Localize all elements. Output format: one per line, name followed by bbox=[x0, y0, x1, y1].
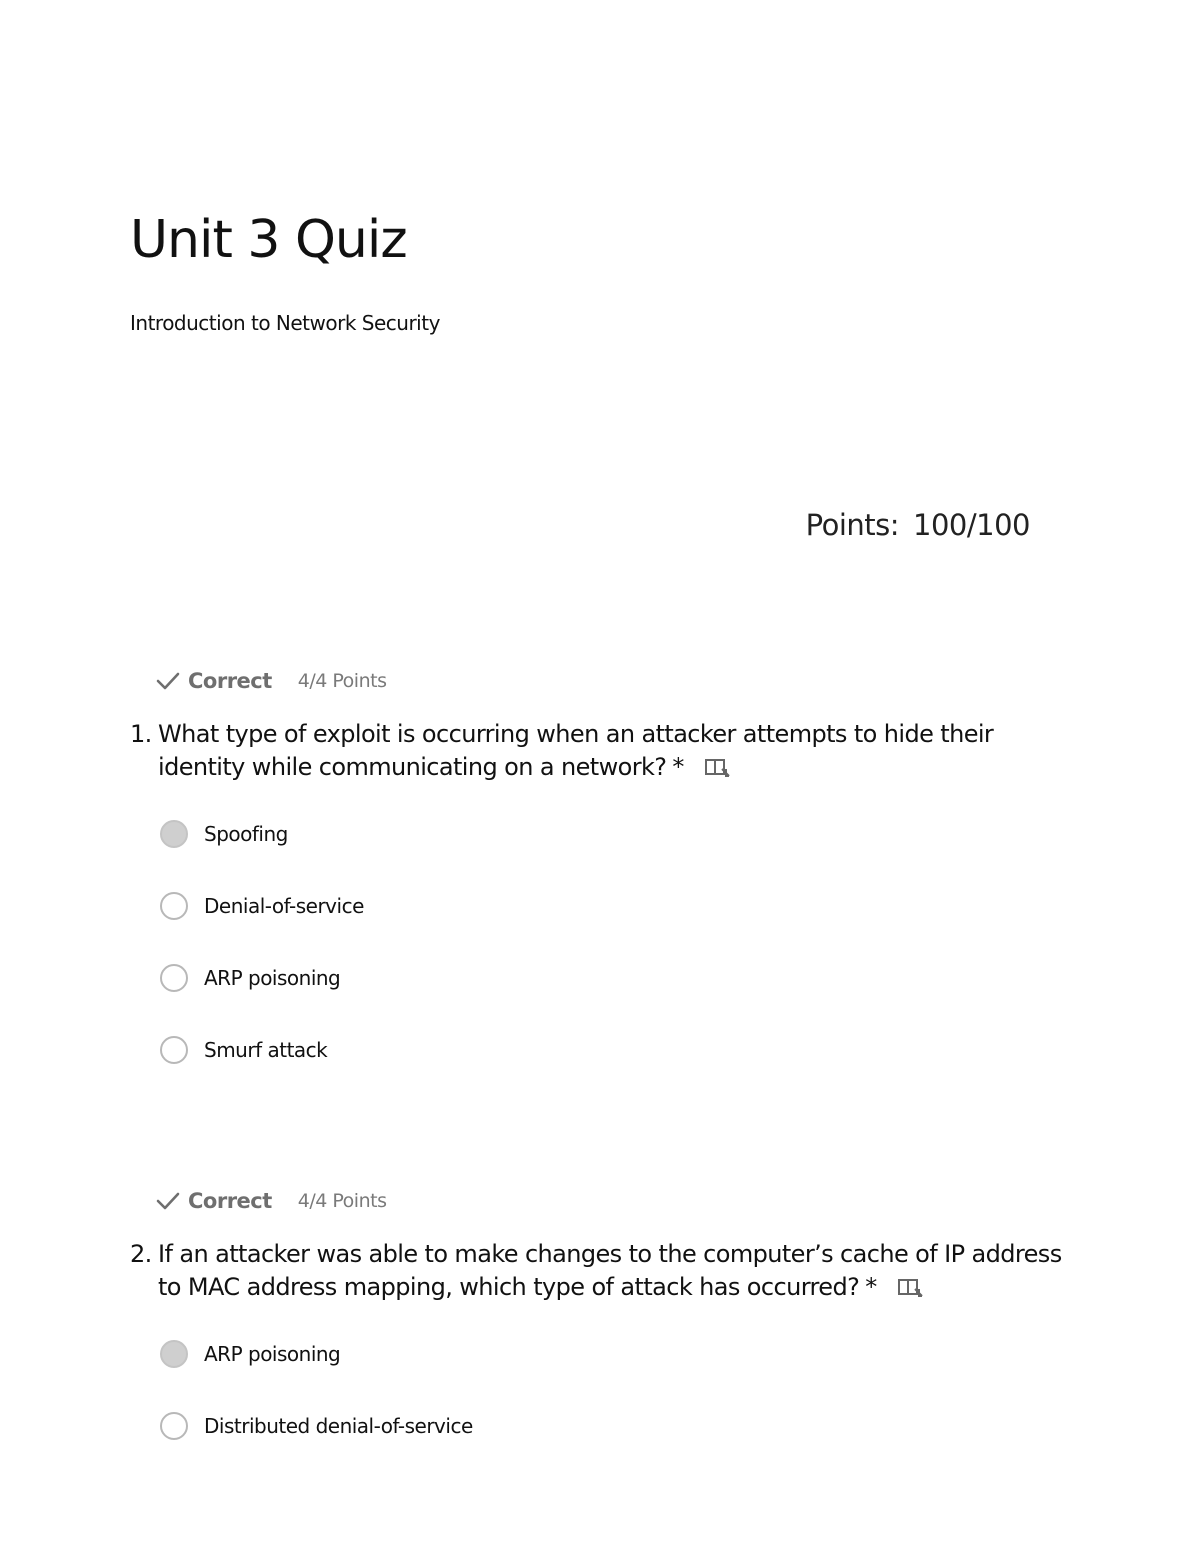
option-denial-of-service[interactable] bbox=[160, 886, 1100, 926]
question-body: If an attacker was able to make changes to the computer’s cache of IP address to MAC address mapping, which type of attack has occurred? bbox=[158, 1240, 1062, 1301]
option-label: Distributed denial-of-service bbox=[204, 1414, 473, 1438]
option-spoofing[interactable] bbox=[160, 814, 1100, 854]
option-arp-poisoning[interactable] bbox=[160, 1334, 1100, 1374]
points-label: Points: bbox=[805, 508, 900, 542]
result-label: Correct bbox=[188, 1189, 272, 1213]
immersive-reader-icon[interactable] bbox=[897, 1277, 925, 1299]
radio-button[interactable] bbox=[160, 1036, 188, 1064]
question-text bbox=[130, 1238, 1070, 1304]
quiz-title: Unit 3 Quiz bbox=[130, 210, 407, 270]
question-result bbox=[156, 664, 1096, 698]
question-1 bbox=[130, 664, 1070, 1102]
immersive-reader-icon[interactable] bbox=[704, 757, 732, 779]
required-mark: * bbox=[865, 1273, 877, 1301]
radio-button-selected[interactable] bbox=[160, 820, 188, 848]
option-label: Denial-of-service bbox=[204, 894, 364, 918]
radio-button[interactable] bbox=[160, 1412, 188, 1440]
points-value: 100/100 bbox=[913, 508, 1030, 542]
option-smurf-attack[interactable] bbox=[160, 1030, 1100, 1070]
question-body: What type of exploit is occurring when an attacker attempts to hide their identity while communicating on a network? bbox=[158, 720, 994, 781]
answer-options bbox=[160, 814, 1100, 1070]
question-number: 2. bbox=[130, 1240, 152, 1268]
option-label: ARP poisoning bbox=[204, 966, 341, 990]
option-label: Spoofing bbox=[204, 822, 288, 846]
question-text bbox=[130, 718, 1070, 784]
option-label: Smurf attack bbox=[204, 1038, 328, 1062]
checkmark-icon bbox=[156, 1191, 180, 1211]
option-arp-poisoning[interactable] bbox=[160, 958, 1100, 998]
result-points: 4/4 Points bbox=[297, 670, 387, 692]
result-points: 4/4 Points bbox=[297, 1190, 387, 1212]
question-number: 1. bbox=[130, 720, 152, 748]
option-distributed-denial-of-service[interactable] bbox=[160, 1406, 1100, 1446]
result-label: Correct bbox=[188, 669, 272, 693]
radio-button-selected[interactable] bbox=[160, 1340, 188, 1368]
points-total bbox=[806, 508, 1030, 542]
radio-button[interactable] bbox=[160, 964, 188, 992]
question-result bbox=[156, 1184, 1096, 1218]
quiz-subtitle: Introduction to Network Security bbox=[130, 311, 440, 335]
checkmark-icon bbox=[156, 671, 180, 691]
radio-button[interactable] bbox=[160, 892, 188, 920]
answer-options bbox=[160, 1334, 1100, 1446]
option-label: ARP poisoning bbox=[204, 1342, 341, 1366]
required-mark: * bbox=[672, 753, 684, 781]
question-2 bbox=[130, 1184, 1070, 1478]
